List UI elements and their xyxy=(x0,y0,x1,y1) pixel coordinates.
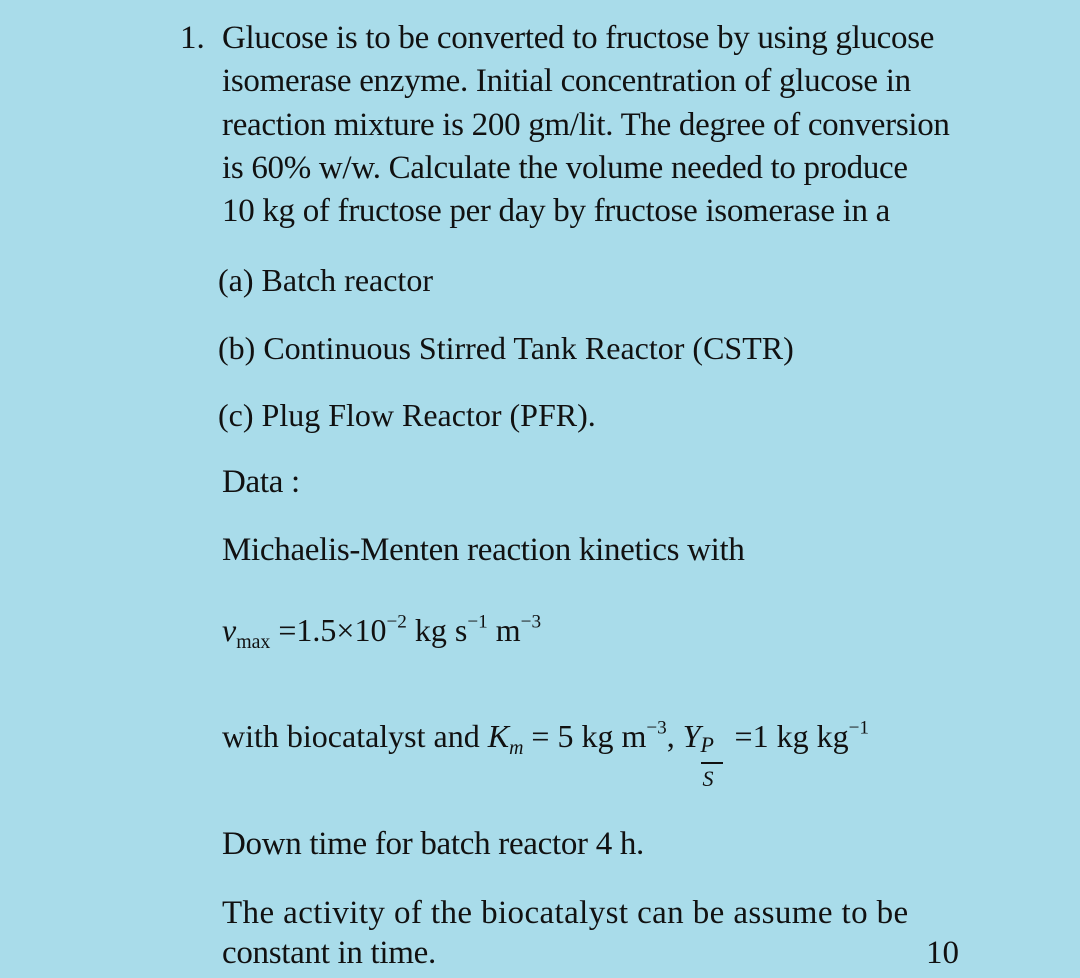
vmax-unit-m: m xyxy=(487,612,521,648)
question-text-line-5: 10 kg of fructose per day by fructose isomerase in a xyxy=(222,193,891,229)
vmax-exponent: −2 xyxy=(386,611,407,633)
question-text-line-1: Glucose is to be converted to fructose by using glucose xyxy=(222,20,935,56)
kinetics-line: Michaelis-Menten reaction kinetics with xyxy=(222,532,745,568)
yield-numerator: P xyxy=(700,732,714,757)
question-text-line-4: is 60% w/w. Calculate the volume needed to produce xyxy=(222,150,908,186)
yield-denominator: S xyxy=(702,766,714,791)
yield-fraction xyxy=(700,732,727,791)
vmax-unit-kg-s: kg s xyxy=(406,612,468,648)
vmax-subscript: max xyxy=(236,630,271,653)
vmax-s-exponent: −1 xyxy=(467,611,488,633)
activity-line-1: The activity of the biocatalyst can be assume to be xyxy=(222,895,909,931)
km-symbol: K xyxy=(487,718,510,754)
km-yield-line xyxy=(222,717,870,791)
km-value: = 5 kg m xyxy=(523,718,647,754)
km-prefix: with biocatalyst and xyxy=(222,718,488,754)
option-pfr: (c) Plug Flow Reactor (PFR). xyxy=(218,397,596,433)
question-number: 1. xyxy=(180,20,205,56)
yield-exponent: −1 xyxy=(848,717,870,739)
vmax-symbol: v xyxy=(222,612,237,648)
vmax-value: =1.5×10 xyxy=(278,612,387,648)
km-exponent: −3 xyxy=(646,717,667,739)
option-batch-reactor: (a) Batch reactor xyxy=(218,262,433,298)
activity-line-2: constant in time. xyxy=(222,935,436,971)
vmax-equation xyxy=(222,611,542,653)
data-heading: Data : xyxy=(222,464,300,500)
yield-fraction-bar xyxy=(701,762,723,764)
option-cstr: (b) Continuous Stirred Tank Reactor (CSTR) xyxy=(218,330,794,366)
yield-symbol: Y xyxy=(682,718,701,754)
km-subscript: m xyxy=(509,736,524,759)
vmax-m-exponent: −3 xyxy=(520,611,542,633)
yield-value: =1 kg kg xyxy=(726,718,849,754)
question-text-line-2: isomerase enzyme. Initial concentration of glucose in xyxy=(222,63,911,99)
km-separator: , xyxy=(666,718,683,754)
question-text-line-3: reaction mixture is 200 gm/lit. The degree of conversion xyxy=(222,107,950,143)
marks-value: 10 xyxy=(926,935,959,971)
downtime-line: Down time for batch reactor 4 h. xyxy=(222,826,644,862)
